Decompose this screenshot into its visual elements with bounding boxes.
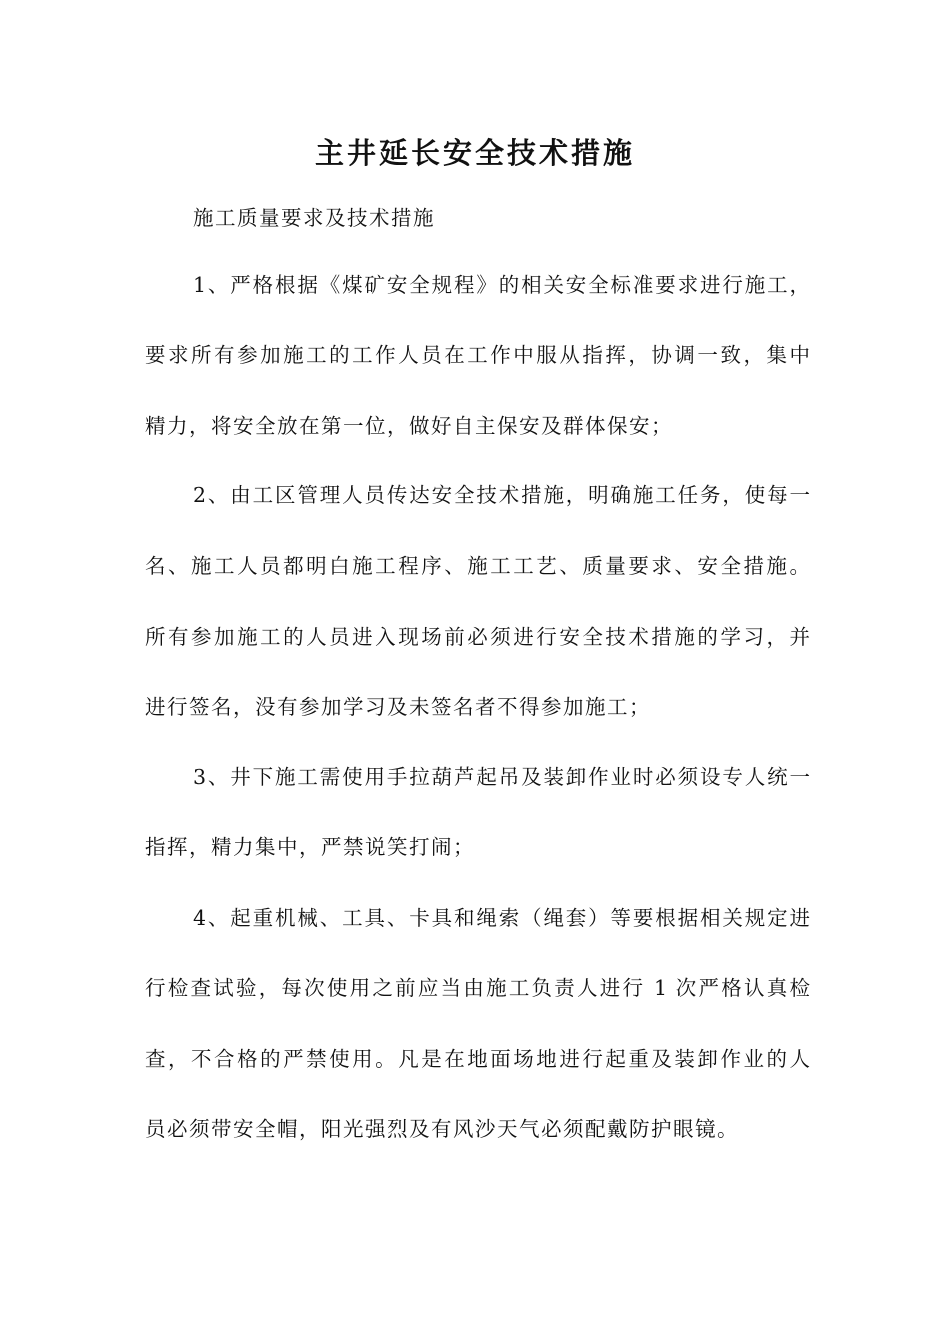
paragraph-line: 要求所有参加施工的工作人员在工作中服从指挥，协调一致，集中 <box>145 343 810 367</box>
paragraph-line: 所有参加施工的人员进入现场前必须进行安全技术措施的学习，并 <box>145 625 810 649</box>
paragraph-line: 3、井下施工需使用手拉葫芦起吊及装卸作业时必须设专人统一 <box>193 765 810 789</box>
paragraph-line: 行检查试验，每次使用之前应当由施工负责人进行 1 次严格认真检 <box>145 976 810 1000</box>
paragraph-line: 查，不合格的严禁使用。凡是在地面场地进行起重及装卸作业的人 <box>145 1047 810 1071</box>
paragraph-line: 2、由工区管理人员传达安全技术措施，明确施工任务，使每一 <box>193 483 810 507</box>
paragraph-line: 4、起重机械、工具、卡具和绳索（绳套）等要根据相关规定进 <box>193 906 810 930</box>
paragraph-line: 进行签名，没有参加学习及未签名者不得参加施工； <box>145 695 651 719</box>
paragraph-line: 指挥，精力集中，严禁说笑打闹； <box>145 835 475 859</box>
paragraph-line: 1、严格根据《煤矿安全规程》的相关安全标准要求进行施工， <box>193 273 810 297</box>
document-title: 主井延长安全技术措施 <box>314 136 635 170</box>
paragraph-line: 精力，将安全放在第一位，做好自主保安及群体保安； <box>145 414 673 438</box>
paragraph-line: 员必须带安全帽，阳光强烈及有风沙天气必须配戴防护眼镜。 <box>145 1117 739 1141</box>
section-heading: 施工质量要求及技术措施 <box>193 206 435 230</box>
paragraph-line: 名、施工人员都明白施工程序、施工工艺、质量要求、安全措施。 <box>145 554 810 578</box>
